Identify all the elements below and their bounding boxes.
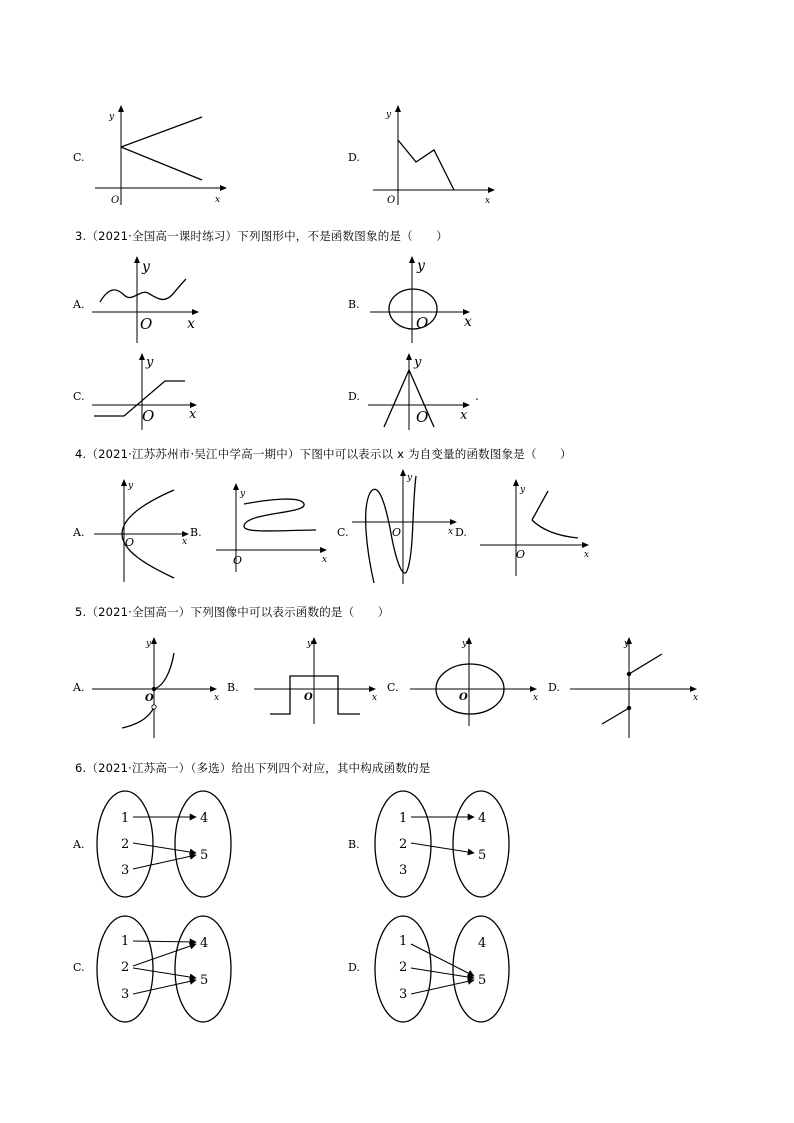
y-label: y — [142, 259, 150, 275]
origin-label: O — [145, 693, 154, 704]
codomain-4: 4 — [200, 936, 209, 951]
graph-prev-c — [95, 105, 235, 210]
q3-option-c-label: C. — [73, 390, 85, 403]
arrow-3-5 — [133, 980, 196, 994]
q3-graph-b — [370, 255, 480, 345]
option-d-label: D. — [348, 151, 360, 164]
x-label: x — [693, 693, 699, 703]
q5-option-c-label: C. — [387, 681, 399, 694]
trailing-period: . — [475, 389, 479, 403]
q4-option-c-label: C. — [337, 526, 349, 539]
x-label: x — [214, 693, 220, 703]
codomain-4: 4 — [478, 811, 487, 826]
q6-mapping-a — [95, 789, 240, 899]
domain-2: 2 — [121, 837, 130, 852]
codomain-5: 5 — [478, 848, 487, 863]
domain-2: 2 — [121, 960, 130, 975]
origin-label: O — [516, 548, 526, 561]
y-label: y — [520, 485, 526, 495]
origin-label: O — [416, 408, 429, 426]
domain-3: 3 — [399, 863, 408, 878]
x-label: x — [322, 555, 328, 565]
domain-1: 1 — [121, 811, 130, 826]
q6-mapping-d — [373, 914, 518, 1024]
arrow-1-4 — [133, 941, 196, 942]
q6-option-d-label: D. — [348, 961, 360, 974]
option-c-label: C. — [73, 151, 85, 164]
domain-1: 1 — [399, 934, 408, 949]
question-3-text: 3.（2021·全国高一课时练习）下列图形中，不是函数图象的是（ ） — [75, 229, 448, 243]
q3-graph-c — [92, 352, 207, 432]
q5-graph-c — [410, 636, 545, 731]
q5-graph-b — [254, 636, 384, 726]
q5-graph-a — [92, 636, 227, 741]
q6-mapping-b — [373, 789, 518, 899]
domain-2: 2 — [399, 837, 408, 852]
codomain-4: 4 — [200, 811, 209, 826]
closed-point — [627, 706, 631, 710]
x-label: x — [372, 693, 378, 703]
question-4-text: 4.（2021·江苏苏州市·吴江中学高一期中）下图中可以表示以 x 为自变量的函数图象是（ ） — [75, 447, 572, 461]
y-label: y — [240, 489, 246, 499]
x-label: x — [448, 527, 454, 537]
origin-label: O — [392, 526, 402, 539]
q5-option-d-label: D. — [548, 681, 560, 694]
x-label: x — [187, 316, 195, 332]
x-label: x — [460, 408, 468, 423]
origin-label: O — [459, 692, 468, 703]
x-label: x — [182, 537, 188, 547]
q6-option-a-label: A. — [73, 838, 85, 851]
x-label: x — [533, 693, 539, 703]
x-label: x — [464, 314, 472, 330]
codomain-5: 5 — [200, 973, 209, 988]
graph-prev-d — [373, 105, 503, 210]
q5-option-b-label: B. — [227, 681, 239, 694]
domain-3: 3 — [121, 987, 130, 1002]
origin-label: O — [142, 407, 155, 425]
domain-1: 1 — [121, 934, 130, 949]
x-label: x — [584, 550, 590, 560]
arrow-2-5 — [411, 843, 474, 853]
q3-option-a-label: A. — [73, 298, 85, 311]
domain-1: 1 — [399, 811, 408, 826]
y-label: y — [307, 639, 313, 649]
y-label: y — [128, 481, 134, 491]
arrow-3-5 — [411, 980, 474, 994]
q4-graph-a — [94, 478, 194, 583]
codomain-4: 4 — [478, 936, 487, 951]
x-label: x — [215, 195, 221, 205]
q5-option-a-label: A. — [73, 681, 85, 694]
q3-graph-d — [368, 352, 488, 432]
origin-label: O — [304, 692, 313, 703]
y-label: y — [407, 473, 413, 483]
origin-label: O — [140, 315, 153, 333]
q6-mapping-c — [95, 914, 240, 1024]
domain-3: 3 — [399, 987, 408, 1002]
q3-option-d-label: D. — [348, 390, 360, 403]
origin-label: O — [416, 314, 429, 332]
y-label: y — [146, 639, 152, 649]
closed-point — [152, 687, 156, 691]
q4-option-a-label: A. — [73, 526, 85, 539]
q3-option-b-label: B. — [348, 298, 360, 311]
y-label: y — [109, 112, 115, 122]
codomain-5: 5 — [200, 848, 209, 863]
q6-option-b-label: B. — [348, 838, 360, 851]
question-6-text: 6.（2021·江苏高一）（多选）给出下列四个对应，其中构成函数的是 — [75, 761, 431, 775]
question-5-text: 5.（2021·全国高一）下列图像中可以表示函数的是（ ） — [75, 605, 390, 619]
arrow-2-4 — [133, 944, 196, 966]
y-label: y — [417, 258, 425, 274]
arrow-1-5 — [411, 944, 474, 976]
x-label: x — [485, 196, 491, 206]
y-label: y — [414, 355, 422, 370]
y-label: y — [146, 355, 154, 370]
y-label: y — [624, 639, 630, 649]
origin-label: O — [387, 195, 396, 206]
y-label: y — [386, 110, 392, 120]
q3-graph-a — [92, 255, 207, 345]
y-label: y — [462, 639, 468, 649]
closed-point — [627, 672, 631, 676]
origin-label: O — [233, 554, 243, 567]
domain-2: 2 — [399, 960, 408, 975]
arrow-2-5 — [133, 968, 196, 978]
origin-label: O — [125, 536, 135, 549]
q5-graph-d — [570, 636, 705, 741]
q4-graph-d — [480, 478, 595, 578]
q4-option-b-label: B. — [190, 526, 202, 539]
q6-option-c-label: C. — [73, 961, 85, 974]
arrow-2-5 — [133, 843, 196, 853]
origin-label: O — [111, 195, 120, 206]
codomain-5: 5 — [478, 973, 487, 988]
q4-graph-b — [216, 482, 336, 572]
x-label: x — [189, 407, 197, 422]
arrow-2-5 — [411, 968, 474, 978]
q4-graph-c — [352, 468, 462, 588]
open-point — [152, 705, 156, 709]
domain-3: 3 — [121, 863, 130, 878]
q4-option-d-label: D. — [455, 526, 467, 539]
arrow-3-5 — [133, 855, 196, 869]
